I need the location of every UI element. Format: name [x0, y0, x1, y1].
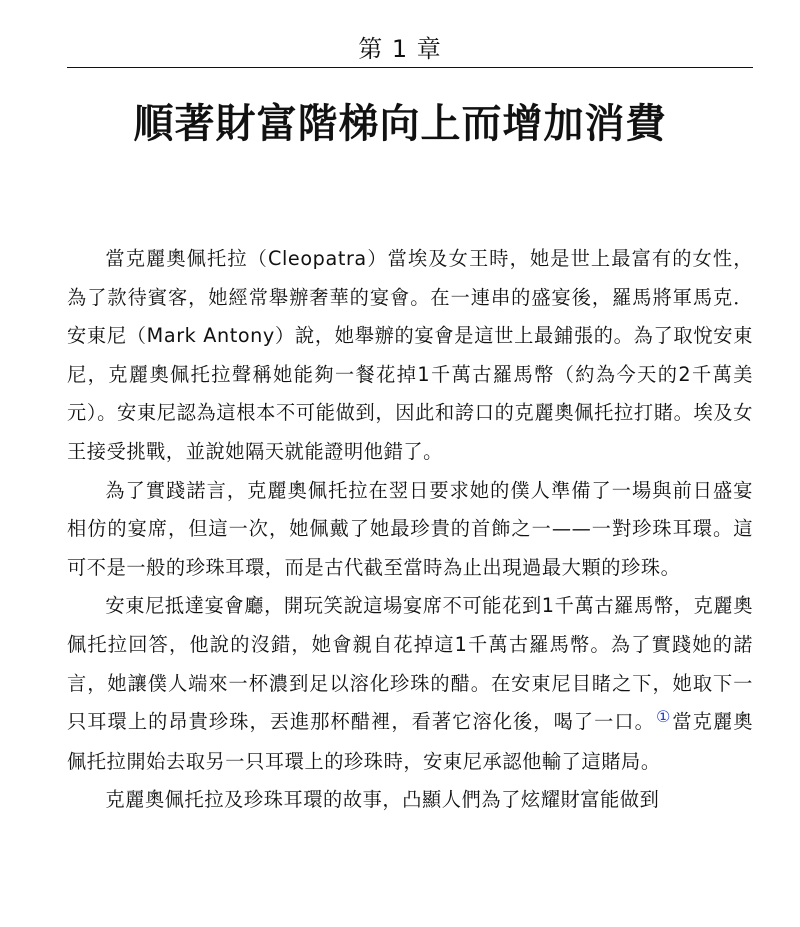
chapter-label: 第 1 章 — [358, 35, 442, 63]
paragraph-3 — [67, 587, 753, 781]
paragraph-3-text-before: 安東尼抵達宴會廳，開玩笑說這場宴席不可能花到1千萬古羅馬幣，克麗奧佩托拉回答，他說的沒錯，她會親自花掉這1千萬古羅馬幣。為了實踐她的諾言，她讓僕人端來一杯濃到足以溶化珍珠的醋。在安東尼目睹之下，她取下一只耳環上的昂貴珍珠，丟進那杯醋裡，看著它溶化後，喝了一口。 — [67, 594, 753, 734]
footnote-marker[interactable]: ① — [655, 707, 672, 727]
paragraph-2: 為了實踐諾言，克麗奧佩托拉在翌日要求她的僕人準備了一場與前日盛宴相仿的宴席，但這一次，她佩戴了她最珍貴的首飾之一——一對珍珠耳環。這可不是一般的珍珠耳環，而是古代截至當時為止出現過最大顆的珍珠。 — [67, 478, 753, 579]
paragraph-1: 當克麗奧佩托拉（Cleopatra）當埃及女王時，她是世上最富有的女性，為了款待賓客，她經常舉辦奢華的宴會。在一連串的盛宴後，羅馬將軍馬克．安東尼（Mark Antony）說，她舉辦的宴會是這世上最鋪張的。為了取悅安東尼，克麗奧佩托拉聲稱她能夠一餐花掉1千萬古羅馬幣（約為今天的2千萬美元）。安東尼認為這根本不可能做到，因此和誇口的克麗奧佩托拉打賭。埃及女王接受挑戰，並說她隔天就能證明他錯了。 — [67, 247, 753, 463]
paragraph-3-text-after: 當克麗奧佩托拉開始去取另一只耳環上的珍珠時，安東尼承認他輸了這賭局。 — [67, 710, 753, 773]
page-title: 順著財富階梯向上而增加消費 — [133, 101, 667, 147]
body-text — [67, 240, 753, 820]
paragraph-4: 克麗奧佩托拉及珍珠耳環的故事，凸顯人們為了炫耀財富能做到 — [105, 788, 660, 812]
chapter-rule — [67, 67, 753, 68]
